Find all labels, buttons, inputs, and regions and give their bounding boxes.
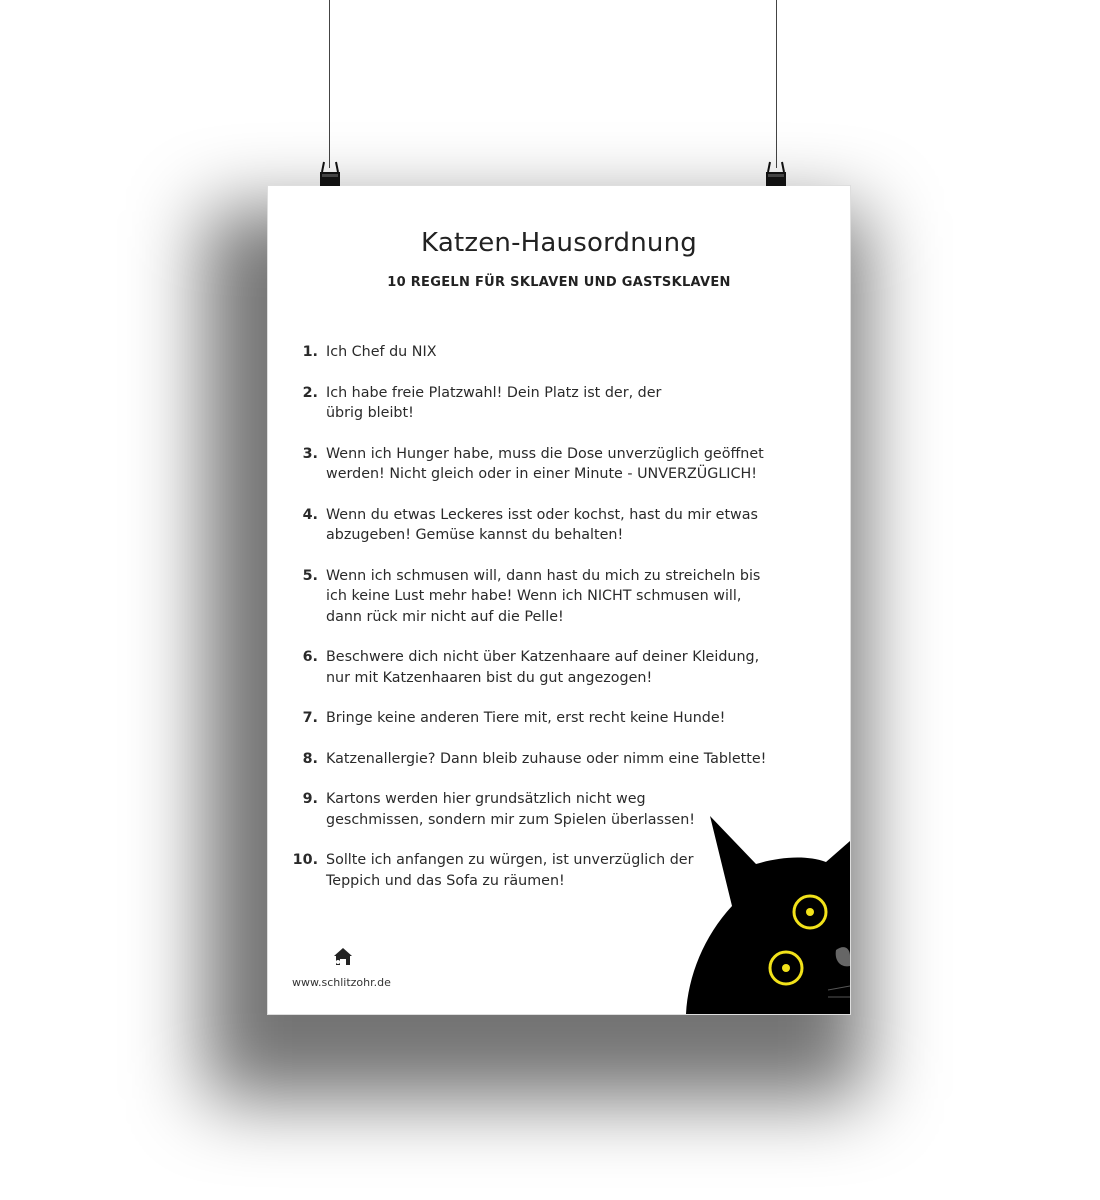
rule-number: 8. xyxy=(302,750,318,767)
rule-number: 10. xyxy=(292,852,318,868)
rule-item xyxy=(290,749,835,770)
house-cat-logo-icon xyxy=(332,946,354,968)
rule-number: 5. xyxy=(302,567,318,584)
rule-text: Bringe keine anderen Tiere mit, erst recht keine Hunde! xyxy=(326,710,726,726)
rule-number: 9. xyxy=(302,791,318,807)
rules-list xyxy=(290,342,835,891)
rule-item xyxy=(290,708,835,729)
rule-text: Beschwere dich nicht über Katzenhaare auf deiner Kleidung, nur mit Katzenhaaren bist du gut angezogen! xyxy=(326,649,760,686)
rule-number: 7. xyxy=(302,710,318,726)
binder-clip-icon xyxy=(316,160,344,188)
rule-text: Wenn ich Hunger habe, muss die Dose unverzüglich geöffnet werden! Nicht gleich oder in einer Minute - UNVERZÜGLICH! xyxy=(326,445,764,482)
hanging-wire-right xyxy=(776,0,777,168)
rule-text: Ich Chef du NIX xyxy=(326,344,437,360)
rule-item xyxy=(290,383,835,424)
rule-text: Katzenallergie? Dann bleib zuhause oder nimm eine Tablette! xyxy=(326,750,767,767)
poster xyxy=(268,186,850,1014)
poster-title: Katzen-Hausordnung xyxy=(421,228,697,258)
hanging-wire-left xyxy=(329,0,330,168)
rule-number: 4. xyxy=(302,506,318,523)
rule-number: 3. xyxy=(302,445,318,462)
rule-item xyxy=(290,342,835,363)
website-url: www.schlitzohr.de xyxy=(292,976,391,989)
rule-text: Wenn ich schmusen will, dann hast du mich zu streicheln bis ich keine Lust mehr habe! Wenn ich NICHT schmusen will, dann rück mir nicht auf die Pelle! xyxy=(326,567,761,625)
rule-item xyxy=(290,647,835,688)
rule-item xyxy=(290,444,835,485)
rule-number: 1. xyxy=(302,344,318,360)
binder-clip-icon xyxy=(762,160,790,188)
rule-text: Ich habe freie Platzwahl! Dein Platz ist der, der übrig bleibt! xyxy=(326,384,662,421)
rule-text: Sollte ich anfangen zu würgen, ist unverzüglich der Teppich und das Sofa zu räumen! xyxy=(326,852,694,889)
rule-text: Kartons werden hier grundsätzlich nicht weg geschmissen, sondern mir zum Spielen überlassen! xyxy=(326,791,696,828)
rule-item xyxy=(290,566,835,628)
black-cat-peeking-icon xyxy=(686,816,850,1014)
rule-number: 6. xyxy=(302,649,318,665)
rule-item xyxy=(290,505,835,546)
rule-number: 2. xyxy=(302,384,318,401)
poster-subtitle: 10 REGELN FÜR SKLAVEN UND GASTSKLAVEN xyxy=(387,275,731,290)
rule-text: Wenn du etwas Leckeres isst oder kochst, hast du mir etwas abzugeben! Gemüse kannst du behalten! xyxy=(326,506,758,543)
